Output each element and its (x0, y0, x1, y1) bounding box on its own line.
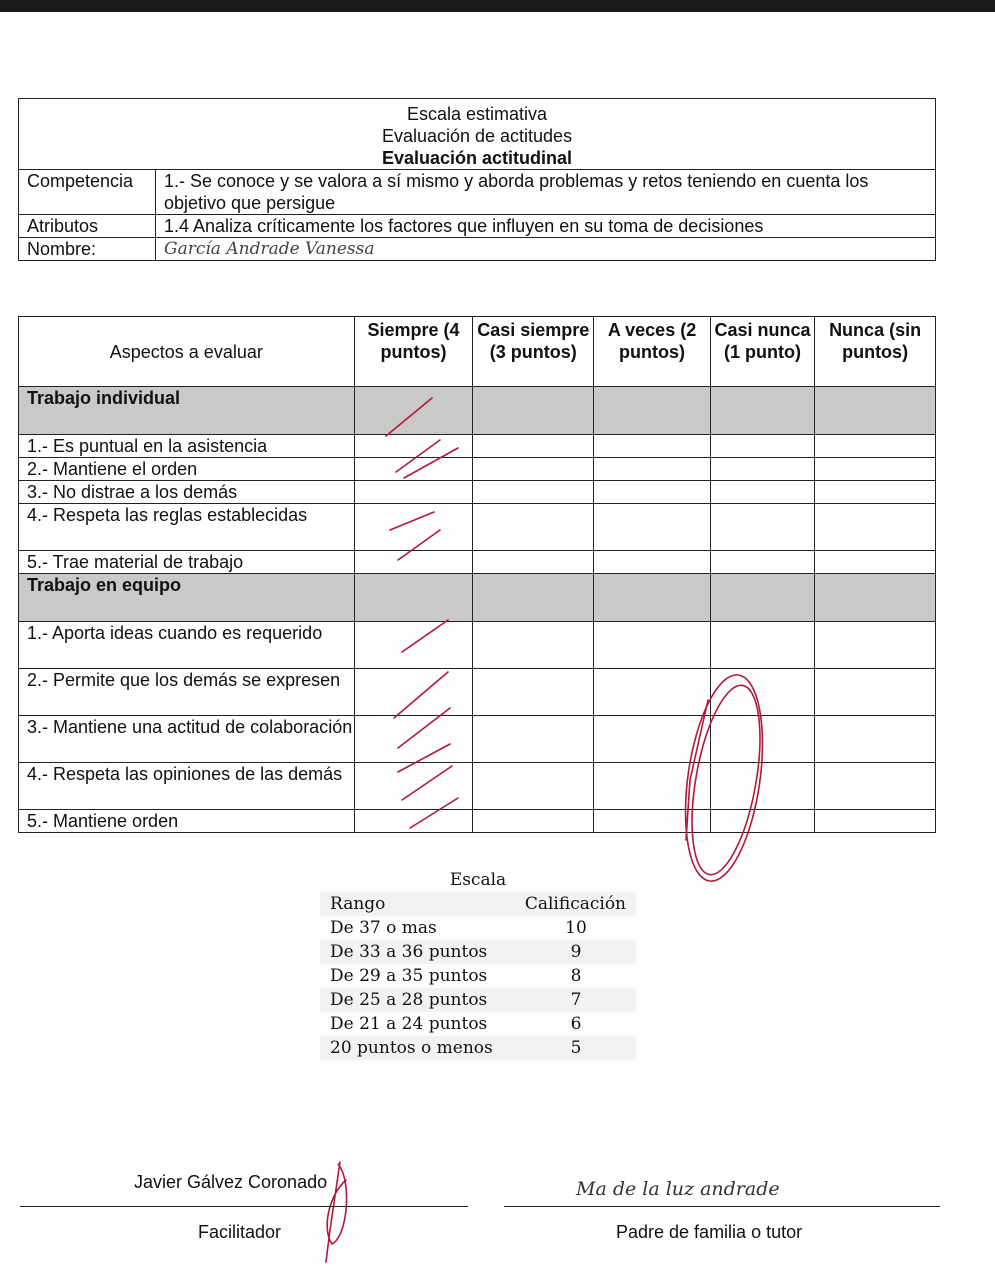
aspect-item: 3.- Mantiene una actitud de colaboración (19, 716, 355, 763)
tutor-line (504, 1206, 940, 1207)
check-mark (398, 708, 450, 748)
scale-row: 20 puntos o menos 5 (320, 1036, 636, 1060)
atributos-value: 1.4 Analiza críticamente los factores que influyen en su toma de decisiones (156, 215, 936, 238)
scale-row: De 33 a 36 puntos 9 (320, 940, 636, 964)
check-mark (398, 530, 440, 560)
scale-row: De 37 o mas 10 (330, 918, 587, 938)
nombre-label: Nombre: (19, 238, 156, 261)
col-casi-siempre: Casi siempre (3 puntos) (473, 317, 594, 387)
competencia-value: 1.- Se conoce y se valora a sí mismo y aborda problemas y retos teniendo en cuenta los objetivo que persigue (156, 170, 936, 215)
check-mark (398, 744, 450, 772)
col-nunca: Nunca (sin puntos) (815, 317, 936, 387)
facilitator-role: Facilitador (198, 1222, 282, 1242)
atributos-label: Atributos (19, 215, 156, 238)
section-title-equipo: Trabajo en equipo (19, 574, 355, 622)
col-siempre: Siempre (4 puntos) (354, 317, 473, 387)
grade-zero-stroke (674, 670, 774, 886)
scale-range-header: Rango (330, 894, 386, 914)
aspect-item: 5.- Mantiene orden (19, 810, 355, 833)
scale-row: De 29 a 35 puntos 8 (330, 966, 582, 986)
check-mark (386, 398, 432, 436)
aspect-item: 4.- Respeta las opiniones de las demás (19, 763, 355, 810)
tutor-signature: Ma de la luz andrade (576, 1178, 780, 1200)
aspect-item: 1.- Es puntual en la asistencia (19, 435, 355, 458)
facilitator-line (20, 1206, 468, 1207)
aspect-header: Aspectos a evaluar (19, 317, 355, 387)
nombre-value: García Andrade Vanessa (156, 238, 936, 261)
scale-row: De 21 a 24 puntos 6 (330, 1014, 582, 1034)
check-mark (390, 512, 434, 530)
aspect-item: 4.- Respeta las reglas establecidas (19, 504, 355, 551)
scale-grade-header: Calificación (524, 894, 626, 914)
section-title-individual: Trabajo individual (19, 387, 355, 435)
check-mark (410, 798, 458, 828)
aspect-item: 2.- Permite que los demás se expresen (19, 669, 355, 716)
col-casi-nunca: Casi nunca (1 punto) (710, 317, 814, 387)
aspect-item: 5.- Trae material de trabajo (19, 551, 355, 574)
competencia-label: Competencia (19, 170, 156, 215)
check-mark (404, 448, 458, 478)
facilitator-signature (326, 1162, 347, 1262)
title-line-2: Evaluación de actitudes (381, 126, 573, 146)
scale-header (320, 892, 636, 916)
facilitator-name: Javier Gálvez Coronado (134, 1172, 328, 1192)
check-mark (394, 672, 448, 718)
grading-scale (320, 866, 636, 1060)
col-a-veces: A veces (2 puntos) (594, 317, 711, 387)
scale-title: Escala (449, 870, 507, 890)
check-mark (402, 620, 448, 652)
title-line-3: Evaluación actitudinal (381, 148, 573, 168)
title-line-1: Escala estimativa (406, 104, 548, 124)
aspect-item: 3.- No distrae a los demás (19, 481, 355, 504)
aspect-item: 2.- Mantiene el orden (19, 458, 355, 481)
aspect-item: 1.- Aporta ideas cuando es requerido (19, 622, 355, 669)
tutor-role: Padre de familia o tutor (616, 1222, 803, 1242)
check-mark (402, 766, 452, 800)
scale-row: De 25 a 28 puntos 7 (320, 988, 636, 1012)
check-mark (396, 440, 440, 472)
